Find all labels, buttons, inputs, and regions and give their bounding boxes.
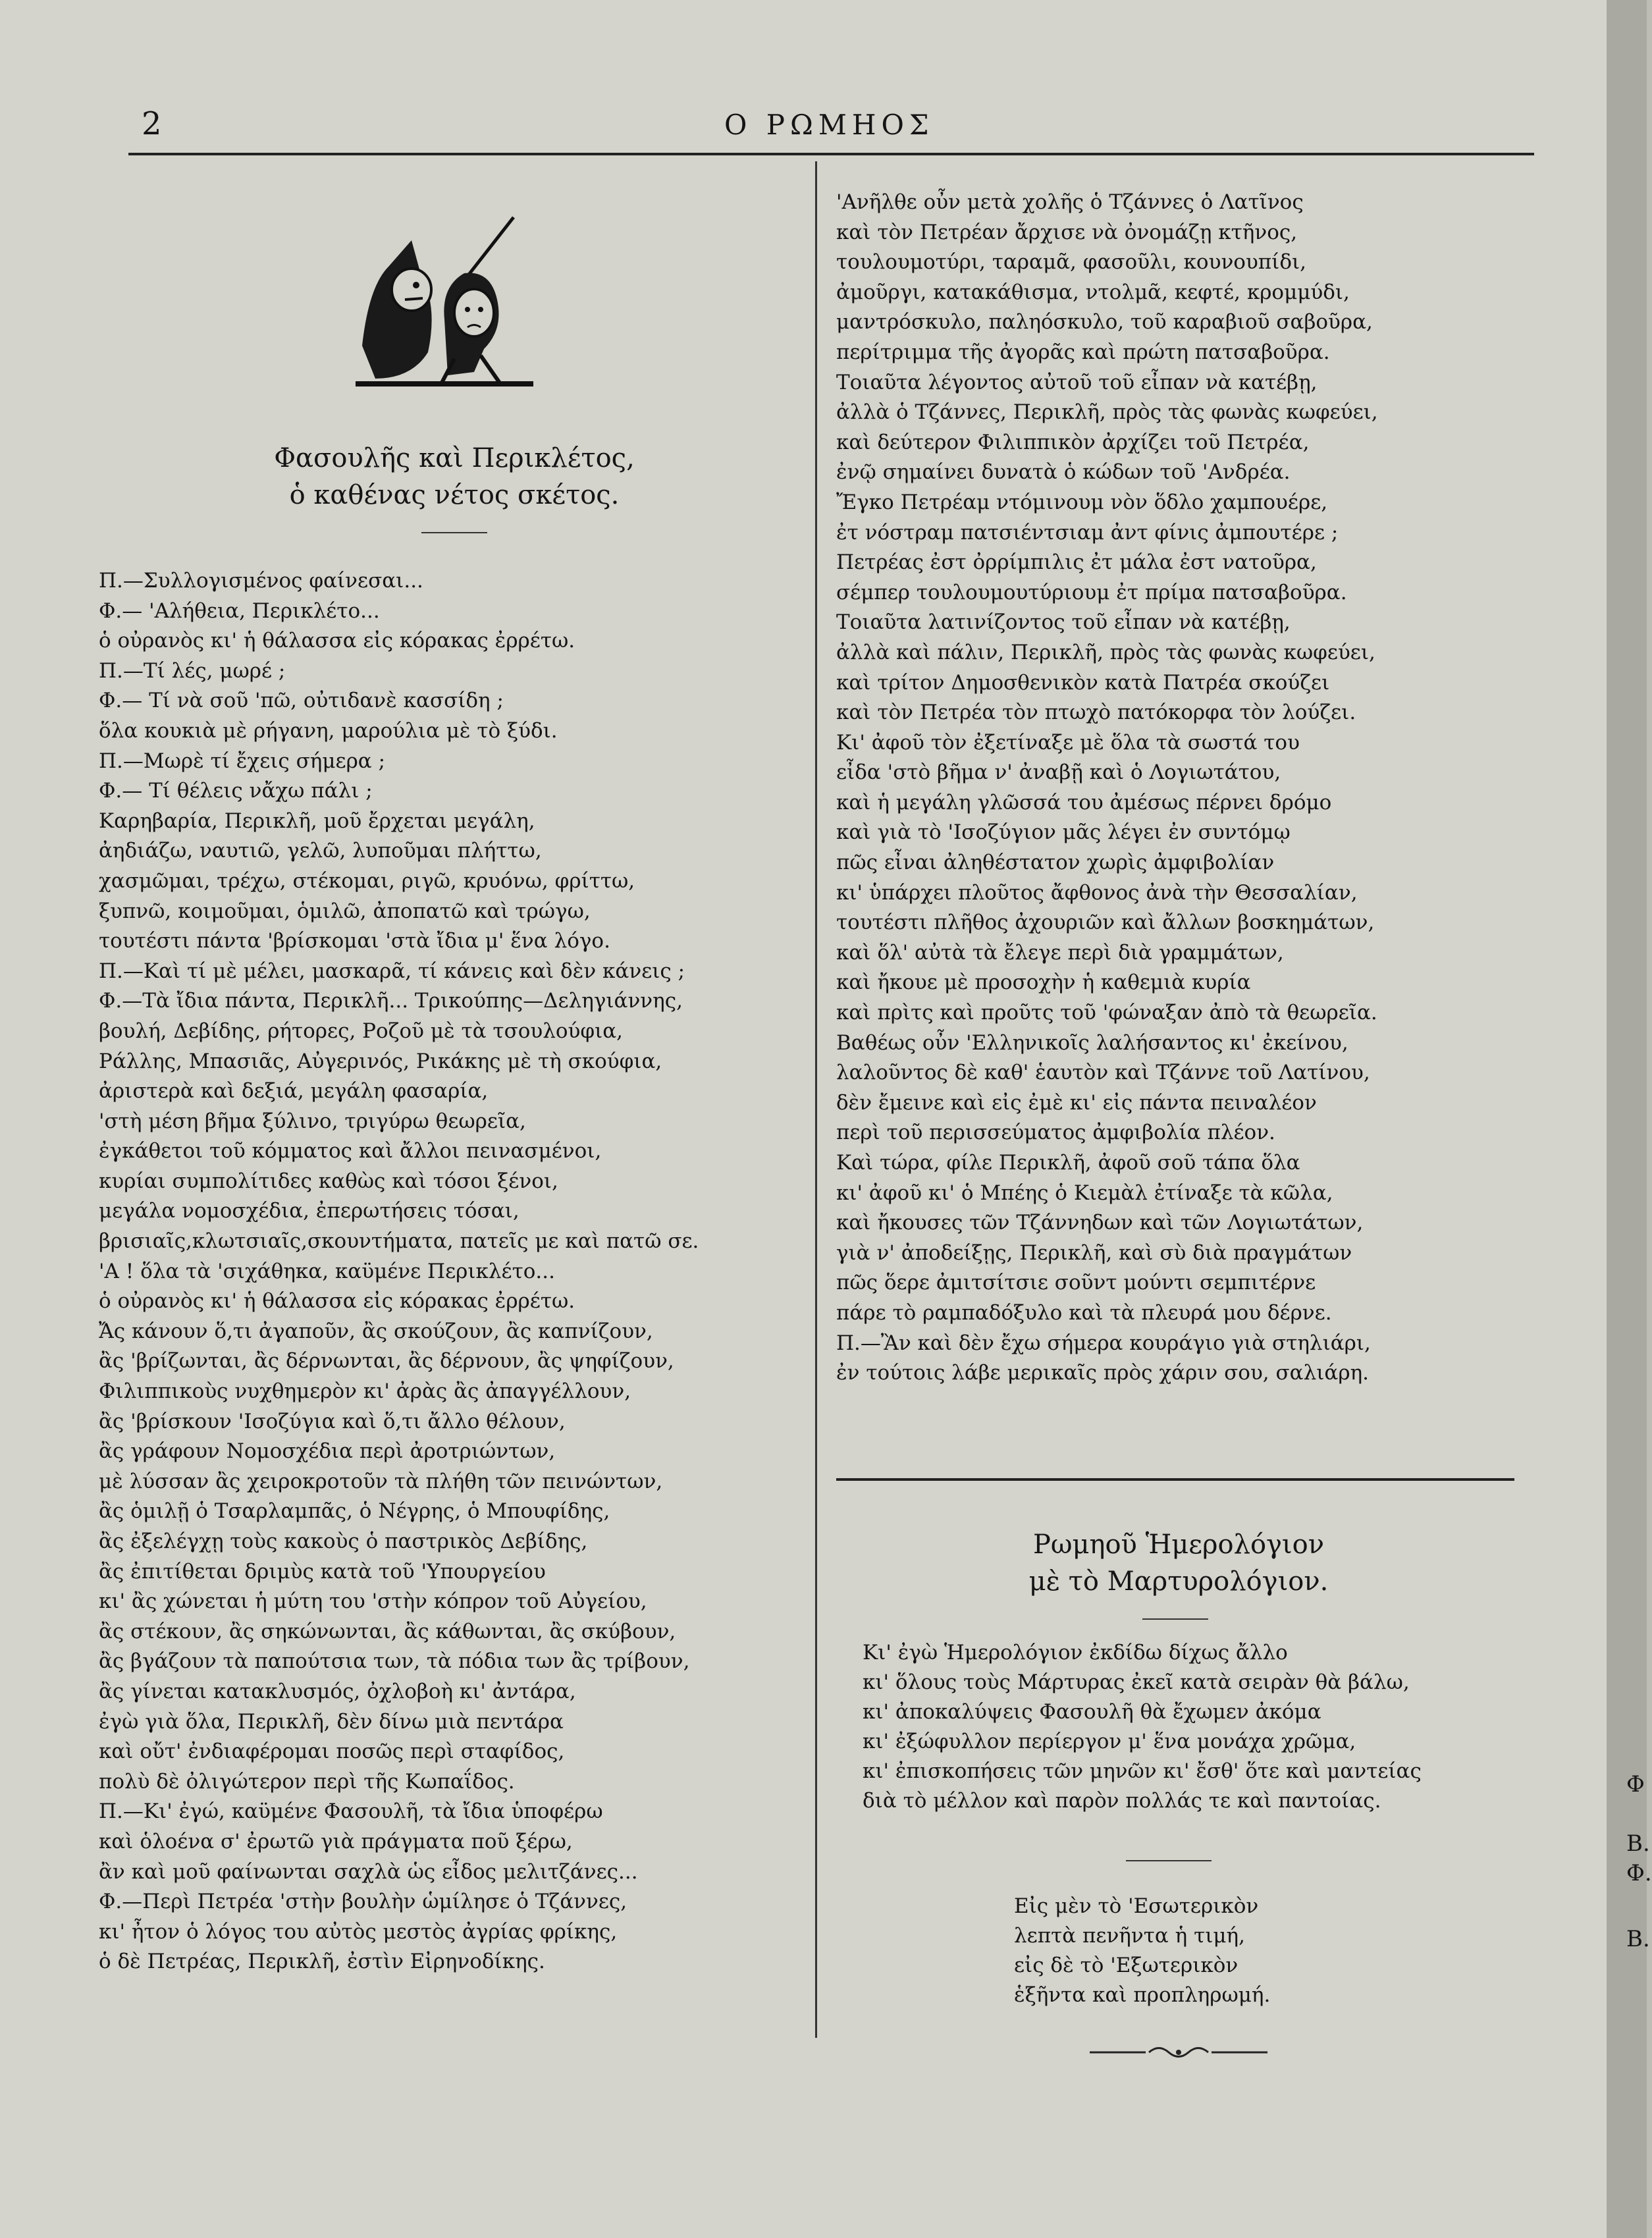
dialogue-line: καὶ τρίτον Δημοσθενικὸν κατὰ Πατρέα σκούζει bbox=[836, 670, 1330, 695]
dialogue-line: Ἄς κάνουν ὅ,τι ἀγαποῦν, ἂς σκούζουν, ἂς καπνίζουν, bbox=[99, 1319, 653, 1343]
dialogue-line: ἂν καὶ μοῦ φαίνωνται σαχλὰ ὡς εἶδος μελιτζάνες... bbox=[99, 1859, 638, 1884]
dialogue-line: καὶ γιὰ τὸ 'Ισοζύγιον μᾶς λέγει ἐν συντόμῳ bbox=[836, 820, 1291, 845]
dialogue-line: Κι' ἀφοῦ τὸν ἐξετίναξε μὲ ὅλα τὰ σωστά του bbox=[836, 730, 1300, 755]
dialogue-line: 'στὴ μέση βῆμα ξύλινο, τριγύρω θεωρεῖα, bbox=[99, 1109, 526, 1133]
dialogue-line: Π.—Καὶ τί μὲ μέλει, μασκαρᾶ, τί κάνεις καὶ δὲν κάνεις ; bbox=[99, 959, 685, 983]
separator bbox=[421, 532, 487, 533]
header-rule bbox=[128, 153, 1534, 155]
title-line: μὲ τὸ Μαρτυρολόγιον. bbox=[1028, 1566, 1329, 1597]
dialogue-line: μεγάλα νομοσχέδια, ἐπερωτήσεις τόσαι, bbox=[99, 1199, 520, 1223]
dialogue-line: Π.—Τί λές, μωρέ ; bbox=[99, 658, 286, 683]
dialogue-line: κι' ἂς χώνεται ἡ μύτη του 'στὴν κόπρον τοῦ Αὐγείου, bbox=[99, 1589, 647, 1614]
dialogue-line: καὶ οὔτ' ἐνδιαφέρομαι ποσῶς περὶ σταφίδος, bbox=[99, 1740, 565, 1764]
margin-fragment: Β. bbox=[1626, 1926, 1650, 1952]
dialogue-line: Ράλλης, Μπασιᾶς, Αὐγερινός, Ρικάκης μὲ τὴ σκούφια, bbox=[99, 1049, 662, 1073]
dialogue-line: καὶ ἤκουε μὲ προσοχὴν ἡ καθεμιὰ κυρία bbox=[836, 971, 1251, 995]
dialogue-line: γιὰ ν' ἀποδείξῃς, Περικλῆ, καὶ σὺ διὰ πραγμάτων bbox=[836, 1240, 1352, 1265]
dialogue-line: ἐγὼ γιὰ ὅλα, Περικλῆ, δὲν δίνω μιὰ πεντάρα bbox=[99, 1709, 564, 1734]
dialogue-line: ἀμοῦργι, κατακάθισμα, ντολμᾶ, κεφτέ, κρομμύδι, bbox=[836, 280, 1350, 304]
dialogue-line: ἂς γίνεται κατακλυσμός, ὀχλοβοὴ κι' ἀντάρα, bbox=[99, 1679, 576, 1703]
dialogue-line: ὁ οὐρανὸς κι' ἡ θάλασσα εἰς κόρακας ἐρρέτω. bbox=[99, 1289, 575, 1314]
dialogue-line: καὶ πρὶτς καὶ προῦτς τοῦ 'φώναξαν ἀπὸ τὰ θεωρεῖα. bbox=[836, 1001, 1377, 1025]
dialogue-line: 'Ανῆλθε οὖν μετὰ χολῆς ὁ Τζάννες ὁ Λατῖνος bbox=[836, 190, 1304, 214]
dialogue-line: τουτέστι πλῆθος ἀχουριῶν καὶ ἄλλων βοσκημάτων, bbox=[836, 911, 1375, 935]
dialogue-line: ἂς γράφουν Νομοσχέδια περὶ ἀροτριώντων, bbox=[99, 1439, 556, 1464]
dialogue-line: ἐνῷ σημαίνει δυνατὰ ὁ κώδων τοῦ 'Ανδρέα. bbox=[836, 460, 1291, 485]
margin-fragment: Φ bbox=[1626, 1771, 1645, 1798]
dialogue-line: κι' ἀφοῦ κι' ὁ Μπέης ὁ Κιεμὰλ ἐτίναξε τὰ κῶλα, bbox=[836, 1181, 1333, 1205]
dialogue-line: σέμπερ τουλουμουτύριουμ ἐτ πρίμα πατσαβοῦρα. bbox=[836, 580, 1347, 604]
dialogue-line: καὶ τὸν Πετρέαν ἄρχισε νὰ ὀνομάζῃ κτῆνος, bbox=[836, 220, 1298, 244]
dialogue-line: Βαθέως οὖν 'Ελληνικοῖς λαλήσαντος κι' ἐκείνου, bbox=[836, 1030, 1348, 1055]
dialogue-line: περὶ τοῦ περισσεύματος ἀμφιβολία πλέον. bbox=[836, 1121, 1275, 1145]
dialogue-line: Φ.— 'Αλήθεια, Περικλέτο... bbox=[99, 599, 380, 623]
price-notice bbox=[1014, 1892, 1270, 2010]
masthead: Ο ΡΩΜΗΟΣ bbox=[724, 109, 934, 141]
dialogue-line: καὶ ὅλ' αὐτὰ τὰ ἔλεγε περὶ διὰ γραμμάτων, bbox=[836, 940, 1284, 965]
separator bbox=[1142, 1618, 1208, 1620]
dialogue-line: ἂς βγάζουν τὰ παπούτσια των, τὰ πόδια των ἂς τρίβουν, bbox=[99, 1649, 690, 1674]
dialogue-line: Φιλιππικοὺς νυχθημερὸν κι' ἀρὰς ἂς ἀπαγγέλλουν, bbox=[99, 1379, 631, 1404]
dialogue-line: πολὺ δὲ ὀλιγώτερον περὶ τῆς Κωπαΐδος. bbox=[99, 1769, 515, 1794]
price-line: ἑξῆντα καὶ προπληρωμή. bbox=[1014, 1983, 1271, 2007]
dialogue-line: Τοιαῦτα λέγοντος αὐτοῦ τοῦ εἶπαν νὰ κατέβῃ, bbox=[836, 370, 1318, 394]
dialogue-line: Τοιαῦτα λατινίζοντος τοῦ εἶπαν νὰ κατέβῃ, bbox=[836, 610, 1291, 635]
announcement-line: Κι' ἐγὼ Ἡμερολόγιον ἐκδίδω δίχως ἄλλο bbox=[863, 1641, 1288, 1665]
dialogue-line: ἀλλὰ καὶ πάλιν, Περικλῆ, πρὸς τὰς φωνὰς κωφεύει, bbox=[836, 640, 1375, 664]
dialogue-line: τουτέστι πάντα 'βρίσκομαι 'στὰ ἴδια μ' ἕνα λόγο. bbox=[99, 929, 610, 953]
dialogue-line: ἂς 'βρίζωνται, ἂς δέρνωνται, ἂς δέρνουν, ἂς ψηφίζουν, bbox=[99, 1349, 674, 1373]
title-line: ὁ καθένας νέτος σκέτος. bbox=[289, 480, 620, 510]
dialogue-right-column bbox=[836, 188, 1495, 1389]
dialogue-line: καὶ ἡ μεγάλη γλῶσσά του ἀμέσως πέρνει δρόμο bbox=[836, 790, 1332, 814]
dialogue-left-column bbox=[99, 566, 810, 1977]
dialogue-line: ἐτ νόστραμ πατσιέντσιαμ ἀντ φίνις ἀμπουτέρε ; bbox=[836, 520, 1339, 545]
dialogue-line: ἀηδιάζω, ναυτιῶ, γελῶ, λυποῦμαι πλήττω, bbox=[99, 839, 542, 863]
section-rule bbox=[836, 1478, 1514, 1481]
dialogue-line: ἂς 'βρίσκουν 'Ισοζύγια καὶ ὅ,τι ἄλλο θέλουν, bbox=[99, 1409, 566, 1433]
dialogue-line: μὲ λύσσαν ἂς χειροκροτοῦν τὰ πλήθη τῶν πεινώντων, bbox=[99, 1469, 663, 1493]
dialogue-line: Φ.— Τί θέλεις νἄχω πάλι ; bbox=[99, 779, 373, 803]
separator bbox=[1126, 1860, 1212, 1861]
dialogue-line: βρισιαῖς,κλωτσιαῖς,σκουντήματα, πατεῖς με καὶ πατῶ σε. bbox=[99, 1229, 699, 1254]
dialogue-line: ὁ οὐρανὸς κι' ἡ θάλασσα εἰς κόρακας ἐρρέτω. bbox=[99, 629, 575, 653]
price-line: Εἰς μὲν τὸ 'Εσωτερικὸν bbox=[1014, 1894, 1259, 1918]
dialogue-line: Φ.— Τί νὰ σοῦ 'πῶ, οὐτιδανὲ κασσίδη ; bbox=[99, 689, 504, 713]
dialogue-line: βουλή, Δεβίδης, ρήτορες, Ροζοῦ μὲ τὰ τσουλούφια, bbox=[99, 1019, 624, 1043]
dialogue-line: Π.—Μωρὲ τί ἔχεις σήμερα ; bbox=[99, 749, 386, 773]
announcement-line: κι' ἀποκαλύψεις Φασουλῆ θὰ ἔχωμεν ἀκόμα bbox=[863, 1700, 1321, 1724]
dialogue-line: κι' ἦτον ὁ λόγος του αὐτὸς μεστὸς ἀγρίας φρίκης, bbox=[99, 1919, 618, 1944]
dialogue-line: καὶ τὸν Πετρέα τὸν πτωχὸ πατόκορφα τὸν λούζει. bbox=[836, 701, 1356, 725]
dialogue-line: εἶδα 'στὸ βῆμα ν' ἀναβῇ καὶ ὁ Λογιωτάτου, bbox=[836, 760, 1281, 785]
calendar-announcement bbox=[863, 1638, 1422, 1816]
dialogue-line: καὶ ὁλοένα σ' ἐρωτῶ γιὰ πράγματα ποῦ ξέρω, bbox=[99, 1829, 573, 1853]
article-title bbox=[250, 440, 658, 514]
dialogue-line: περίτριμμα τῆς ἀγορᾶς καὶ πρώτη πατσαβοῦρα. bbox=[836, 340, 1330, 364]
calendar-title bbox=[928, 1526, 1429, 1600]
price-line: λεπτὰ πενῆντα ἡ τιμή, bbox=[1014, 1924, 1245, 1948]
dialogue-line: χασμῶμαι, τρέχω, στέκομαι, ριγῶ, κρυόνω, φρίττω, bbox=[99, 868, 635, 893]
dialogue-line: καὶ δεύτερον Φιλιππικὸν ἀρχίζει τοῦ Πετρέα, bbox=[836, 430, 1310, 454]
dialogue-line: δὲν ἔμεινε καὶ εἰς ἐμὲ κι' εἰς πάντα πειναλέον bbox=[836, 1090, 1317, 1115]
dialogue-line: ἂς ἐξελέγχῃ τοὺς κακοὺς ὁ παστρικὸς Δεβίδης, bbox=[99, 1530, 588, 1553]
price-line: εἰς δὲ τὸ 'Εξωτερικὸν bbox=[1014, 1954, 1239, 1977]
dialogue-line: πῶς ὅερε ἀμιτσίτσιε σοῦντ μούντι σεμπιτέρνε bbox=[836, 1271, 1316, 1295]
dialogue-line: ἂς ὁμιλῇ ὁ Τσαρλαμπᾶς, ὁ Νέγρης, ὁ Μπουφίδης, bbox=[99, 1499, 610, 1524]
dialogue-line: ἀριστερὰ καὶ δεξιά, μεγάλη φασαρία, bbox=[99, 1079, 489, 1104]
dialogue-line: Φ.—Τὰ ἴδια πάντα, Περικλῆ... Τρικούπης—Δεληγιάννης, bbox=[99, 989, 683, 1013]
dialogue-line: ξυπνῶ, κοιμοῦμαι, ὁμιλῶ, ἀποπατῶ καὶ τρώγω, bbox=[99, 899, 591, 923]
dialogue-line: Φ.—Περὶ Πετρέα 'στὴν βουλὴν ὡμίλησε ὁ Τζάννες, bbox=[99, 1890, 627, 1914]
dialogue-line: ἂς ἐπιτίθεται δριμὺς κατὰ τοῦ 'Υπουργείου bbox=[99, 1559, 546, 1584]
dialogue-line: ὁ δὲ Πετρέας, Περικλῆ, ἐστὶν Εἰρηνοδίκης. bbox=[99, 1950, 545, 1974]
puppets-illustration bbox=[349, 214, 540, 388]
dialogue-line: μαντρόσκυλο, παληόσκυλο, τοῦ καραβιοῦ σαβοῦρα, bbox=[836, 310, 1373, 334]
dialogue-line: 'Α ! ὅλα τὰ 'σιχάθηκα, καϋμένε Περικλέτο... bbox=[99, 1259, 555, 1283]
dialogue-line: ἐν τούτοις λάβε μερικαῖς πρὸς χάριν σου, σαλιάρη. bbox=[836, 1361, 1369, 1385]
dialogue-line: τουλουμοτύρι, ταραμᾶ, φασοῦλι, κουνουπίδι, bbox=[836, 250, 1306, 275]
announcement-line: κι' ἐξώφυλλον περίεργον μ' ἕνα μονάχα χρῶμα, bbox=[863, 1730, 1356, 1753]
dialogue-line: ὅλα κουκιὰ μὲ ρήγανη, μαρούλια μὲ τὸ ξύδι. bbox=[99, 718, 558, 743]
dialogue-line: πάρε τὸ ραμπαδόξυλο καὶ τὰ πλευρά μου δέρνε. bbox=[836, 1300, 1332, 1325]
margin-fragment: Φ. bbox=[1626, 1860, 1652, 1886]
dialogue-line: Π.—Συλλογισμένος φαίνεσαι... bbox=[99, 569, 423, 593]
dialogue-line: Καὶ τώρα, φίλε Περικλῆ, ἀφοῦ σοῦ τάπα ὅλα bbox=[836, 1151, 1300, 1175]
dialogue-line: πῶς εἶναι ἀληθέστατον χωρὶς ἀμφιβολίαν bbox=[836, 851, 1275, 875]
announcement-line: κι' ἐπισκοπήσεις τῶν μηνῶν κι' ἔσθ' ὅτε καὶ μαντείας bbox=[863, 1759, 1422, 1783]
title-line: Ρωμηοῦ Ἡμερολόγιον bbox=[1032, 1530, 1325, 1560]
dialogue-line: καὶ ἤκουσες τῶν Τζάννηδων καὶ τῶν Λογιωτάτων, bbox=[836, 1211, 1364, 1235]
ornament-icon bbox=[1086, 2042, 1271, 2062]
dialogue-line: Π.—Ἂν καὶ δὲν ἔχω σήμερα κουράγιο γιὰ στηλιάρι, bbox=[836, 1331, 1371, 1355]
page-number: 2 bbox=[142, 105, 162, 142]
title-line: Φασουλῆς καὶ Περικλέτος, bbox=[274, 443, 635, 473]
dialogue-line: ἀλλὰ ὁ Τζάννες, Περικλῆ, πρὸς τὰς φωνὰς κωφεύει, bbox=[836, 400, 1378, 425]
column-divider bbox=[815, 161, 817, 2038]
dialogue-line: ἂς στέκουν, ἂς σηκώνωνται, ἂς κάθωνται, ἂς σκύβουν, bbox=[99, 1619, 676, 1643]
dialogue-line: Πετρέας ἐστ ὀρρίμπιλις ἐτ μάλα ἐστ νατοῦρα, bbox=[836, 550, 1317, 575]
dialogue-line: ἐγκάθετοι τοῦ κόμματος καὶ ἄλλοι πεινασμένοι, bbox=[99, 1139, 602, 1163]
dialogue-line: Καρηβαρία, Περικλῆ, μοῦ ἔρχεται μεγάλη, bbox=[99, 809, 535, 833]
adjacent-page-edge bbox=[1607, 0, 1652, 2238]
dialogue-line: λαλοῦντος δὲ καθ' ἑαυτὸν καὶ Τζάννε τοῦ Λατίνου, bbox=[836, 1061, 1370, 1085]
dialogue-line: κι' ὑπάρχει πλοῦτος ἄφθονος ἀνὰ τὴν Θεσσαλίαν, bbox=[836, 880, 1358, 905]
dialogue-line: Π.—Κι' ἐγώ, καϋμένε Φασουλῆ, τὰ ἴδια ὑποφέρω bbox=[99, 1799, 603, 1824]
announcement-line: διὰ τὸ μέλλον καὶ παρὸν πολλάς τε καὶ παντοίας. bbox=[863, 1789, 1381, 1813]
margin-fragment: Β. bbox=[1626, 1830, 1650, 1857]
dialogue-line: Ἔγκο Πετρέαμ ντόμινουμ νὸν ὅδλο χαμπουέρε, bbox=[836, 490, 1328, 514]
dialogue-line: κυρίαι συμπολίτιδες καθὼς καὶ τόσοι ξένοι, bbox=[99, 1169, 558, 1193]
announcement-line: κι' ὅλους τοὺς Μάρτυρας ἐκεῖ κατὰ σειρὰν θὰ βάλω, bbox=[863, 1670, 1410, 1694]
